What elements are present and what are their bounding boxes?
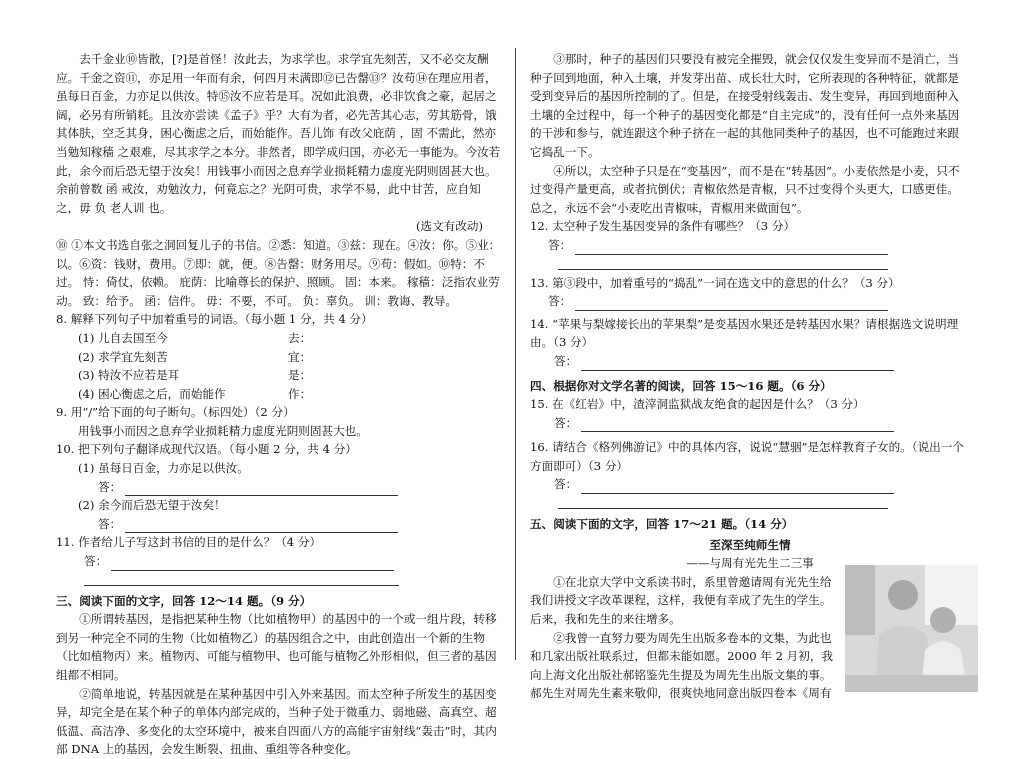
q16-answer[interactable]: 答： <box>530 475 894 494</box>
q12-answer-line-2[interactable] <box>558 255 888 270</box>
question-9-stem: 9. 用“/”给下面的句子断句。（标四处）（2 分） <box>56 405 295 420</box>
q14-answer[interactable]: 答： <box>530 352 894 371</box>
q12-answer[interactable]: 答： <box>530 236 888 255</box>
source-note: (选文有改动) <box>415 219 483 234</box>
sec5-para-2: ②我曾一直努力要为周先生出版多卷本的文集，为此也和几家出版社联系过，但都未能如愿。2000 年 2 月初，我向上海文化出版社郝铭鉴先生提及为周先生出版文集的事。郝先生对周先生素来敬仰，很爽快地同意出版四卷本《周有 <box>530 630 834 701</box>
article-subtitle: ——与周有光先生二三事 <box>686 556 814 571</box>
sec3-para-1: ①所谓转基因，是指把某种生物（比如植物甲）的基因中的一个或一组片段，转移到另一种完全不同的生物（比如植物乙）的基因组合之中，由此创造出一个新的生物（比如植物丙）来。植物丙、可能与植物甲、也可能与植物乙外形相似，但三者的基因组都不相同。 <box>56 612 497 682</box>
q11-answer[interactable]: 答： <box>56 552 394 571</box>
question-8-stem: 8. 解释下列句子中加着重号的词语。（每小题 1 分，共 4 分） <box>56 312 373 327</box>
question-12-stem: 12. 太空种子发生基因变异的条件有哪些？（3 分） <box>530 219 796 234</box>
question-16-stem: 16. 请结合《格列佛游记》中的具体内容，说说“慧骃”是怎样教育子女的。（说出一个方面即可）（3 分） <box>530 440 964 473</box>
question-15-stem: 15. 在《红岩》中，渣滓洞监狱战友绝食的起因是什么？（3 分） <box>530 397 865 412</box>
sec3-para-2: ②简单地说，转基因就是在某种基因中引入外来基因。而太空种子所发生的基因变异，却完全是在某个种子的单体内部完成的，当种子处于微重力、弱地磁、高真空、超低温、高洁净、多变化的太空环境中，被来自四面八方的高能宇宙射线“轰击”时，其内部 DNA 上的基因，会发生断裂、扭曲、重组等各种变化。 <box>56 686 497 757</box>
q10-answer-1[interactable]: 答： <box>56 478 398 497</box>
question-11-stem: 11. 作者给儿子写这封书信的目的是什么？（4 分） <box>56 535 322 550</box>
q8-item-1: (1) 儿自去国至今 去： <box>78 330 312 345</box>
q11-answer-line-2[interactable] <box>84 571 399 586</box>
section-4-heading: 四、根据你对文学名著的阅读，回答 15～16 题。（6 分） <box>530 378 832 393</box>
q10-item-1: (1) 虽每日百金，力亦足以供汝。 <box>78 461 249 476</box>
q8-item-3: (3) 特汝不应若是耳 是： <box>78 368 312 383</box>
sec3-para-4: ④所以，太空种子只是在“变基因”，而不是在“转基因”。小麦依然是小麦，只不过变得产量更高，或者抗倒伏；青椒依然是青椒，只不过变得个头更大，口感更佳。总之，永远不会“小麦吃出青椒味，青椒用来做面包”。 <box>530 163 960 215</box>
article-title: 至深至纯师生情 <box>709 537 791 552</box>
q9-sentence: 用钱事小而因之息弃学业损耗精力虚度光阴则固甚大也。 <box>78 423 368 438</box>
question-13-stem: 13. 第③段中，加着重号的“捣乱”一词在选文中的意思的什么？（3 分） <box>530 275 900 290</box>
sec5-para-1: ①在北京大学中文系读书时，系里曾邀请周有光先生给我们讲授文字改革课程，这样，我便有幸成了先生的学生。后来，我和先生的来往增多。 <box>530 574 832 627</box>
annotations: ⑩ ①本文书选自张之洞回复儿子的书信。②悉：知道。③兹：现在。④汝：你。⑤业：以。⑥资：钱财，费用。⑦即：就，便。⑧告罄：财务用尽。⑨苟：假如。⑩特：不过。 恃：倚仗，依赖。 庇荫：比喻尊长的保护、照顾。 固：本来。 稼穑：泛指农业劳动。 致：给予。 函：信件。 毋：不要，不可。 负：辜负。 训：教诲、教导。 <box>56 237 501 308</box>
question-10-stem: 10. 把下列句子翻译成现代汉语。（每小题 2 分，共 4 分） <box>56 442 357 457</box>
sec3-para-3: ③那时，种子的基因们只要没有被完全摧毁，就会仅仅发生变异而不是消亡，当种子回到地面，种入土壤，并发芽出苗、成长壮大时，它所表现的各种特征，就都是受到变异后的基因所控制的了。但是，在接受射线轰击、发生变异，再回到地面种入土壤的全过程中，每一个种子的基因变化都是“自主完成”的，没有任何一点外来基因的干涉和参与，就连跟这个种子挤在一起的其他同类种子的基因，也不可能跑过来跟它捣乱一下。 <box>530 52 960 159</box>
q8-item-2: (2) 求学宜先刻苦 宜： <box>78 349 312 364</box>
q10-answer-2[interactable]: 答： <box>56 515 398 534</box>
q16-answer-line-2[interactable] <box>558 494 888 509</box>
question-14-stem: 14. “苹果与梨嫁接长出的苹果梨”是变基因水果还是转基因水果？请根据选文说明理由。（3 分） <box>530 316 959 350</box>
q10-item-2: (2) 余今而后恐无望于汝矣！ <box>78 498 226 513</box>
section-3-heading: 三、阅读下面的文字，回答 12～14 题。（9 分） <box>56 593 312 608</box>
classical-passage: 去千金业⑩皆散，[?]是首怪！汝此去，为求学也。求学宜先刻苦，又不必交友酬应。千金之资⑪，亦足用一年而有余，何四月未满即⑫已告罄⑬？汝苟⑭在理应用者，虽每日百金，力亦足以供汝。特⑮汝不应若是耳。况如此浪费，必非饮食之豪，起居之阔，必另有所销耗。且汝亦尝读《孟子》乎？大有为者，必先苦其心志，劳其筋骨，饿其体肤，空乏其身，困心衡虑之后，而始能作。吾儿饰 有改父庇荫 ，固 不需此，然亦当勉知稼穑 之艰难，尽其求学之本分。非然者，即学成归国，亦必无一事能为。今汝若此，余今而后恐无望于汝矣！用钱事小而因之息弃学业损耗精力虚度光阴则固甚大也。余前曾数 函 戒汝，劝勉汝力，何竟忘之？光阴可贵，求学不易，此中甘苦，应自知之，毋 负 老人训 也。 <box>56 52 501 215</box>
portrait-photo-illustration <box>845 565 978 692</box>
q13-answer[interactable]: 答： <box>530 292 888 311</box>
left-column <box>56 50 501 759</box>
portrait-photo <box>845 565 978 692</box>
q8-item-4: (4) 困心衡虑之后，而始能作 作： <box>78 386 312 401</box>
q15-answer[interactable]: 答： <box>530 414 894 433</box>
section-5-heading: 五、阅读下面的文字，回答 17～21 题。（14 分） <box>530 517 794 532</box>
column-divider <box>515 48 516 660</box>
